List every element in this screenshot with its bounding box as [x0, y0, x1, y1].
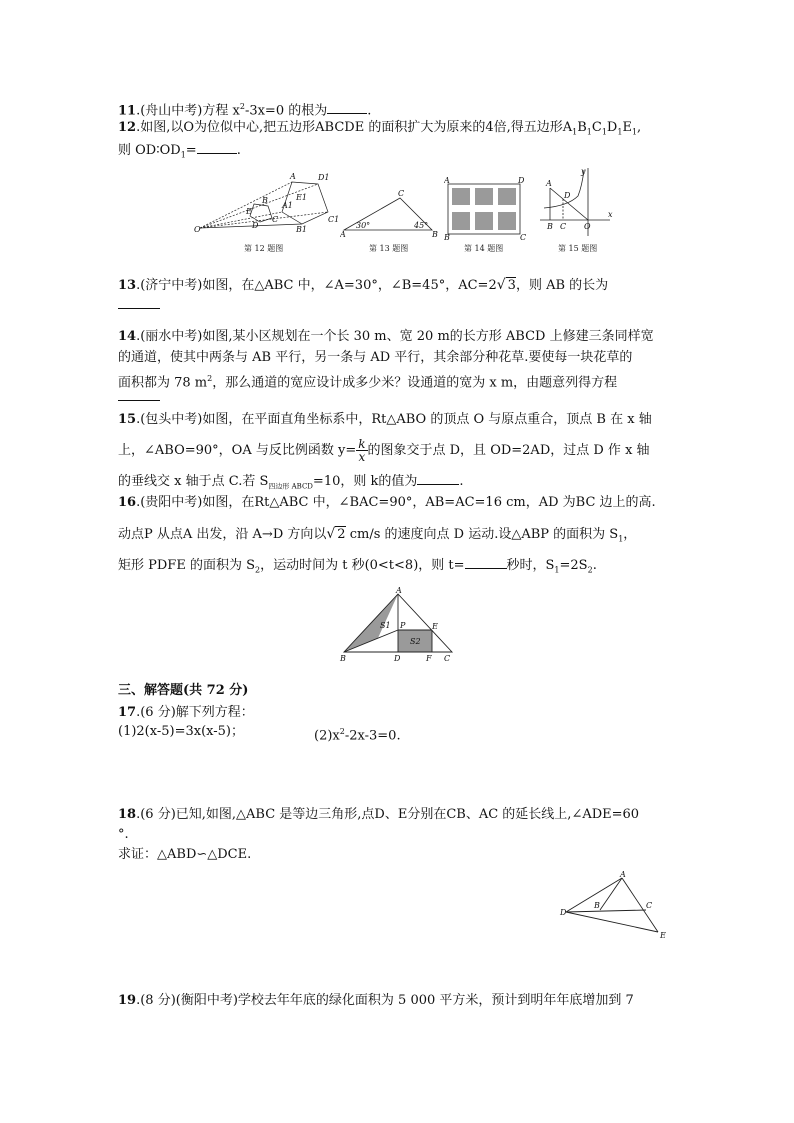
caption-fig-12: 第 12 题图 [244, 244, 284, 253]
question-17-part-2: $(2)x^2-2x-3=0$. [314, 727, 401, 744]
figure-18 [558, 868, 674, 942]
question-13: 13.(济宁中考)如图，在△ABC 中，∠A=30°，∠B=45°，AC=2√ 3，则 AB 的长为 [118, 277, 609, 293]
answer-blank[interactable] [327, 101, 367, 114]
svg-text:A: A [290, 172, 296, 181]
svg-text:B: B [594, 901, 600, 910]
svg-text:A: A [620, 870, 626, 879]
answer-blank[interactable] [197, 141, 237, 154]
figure-15 [538, 166, 614, 240]
caption-fig-13: 第 13 题图 [369, 244, 409, 253]
answer-blank[interactable] [118, 388, 160, 401]
question-12-line-2: 则 $OD∶OD_1=$ . [118, 143, 241, 160]
question-12-line-1: 12.如图,以O为位似中心,把五边形ABCDE 的面积扩大为原来的4倍,得五边形$A_1B_1C_1D_1E_1$, [118, 120, 642, 137]
svg-text:C: C [272, 215, 279, 224]
question-11: 11.(舟山中考)方程 $x^2-3x=0$ 的根为 . [118, 102, 372, 119]
figure-12 [192, 170, 340, 240]
question-17-part-1: (1)2(x-5)=3x(x-5)； [118, 724, 245, 739]
answer-blank[interactable] [465, 556, 507, 569]
svg-text:A: A [546, 179, 552, 188]
svg-text:D: D [564, 191, 571, 200]
svg-text:D: D [394, 654, 401, 663]
svg-text:C1: C1 [328, 215, 340, 224]
section-title: 三、解答题(共 72 分) [118, 683, 249, 698]
figure-14 [444, 176, 526, 240]
svg-text:O: O [584, 222, 591, 231]
answer-blank[interactable] [417, 472, 459, 485]
svg-text:E: E [432, 622, 438, 631]
svg-text:B: B [432, 230, 438, 239]
question-14-line-3: 面积都为 78 $m^2$，那么通道的宽应设计成多少米？设通道的宽为 x m，由题意列得方程 [118, 374, 618, 391]
svg-text:E: E [246, 207, 252, 216]
svg-text:P: P [400, 621, 406, 630]
figure-16 [338, 586, 458, 666]
question-18-line-2: °. [118, 827, 129, 842]
question-15-line-1: 15.(包头中考)如图，在平面直角坐标系中，Rt△ABO 的顶点 O 与原点重合，顶点 B 在 x 轴 [118, 412, 652, 427]
svg-text:O: O [194, 225, 201, 234]
svg-text:C: C [646, 901, 653, 910]
svg-text:A: A [340, 230, 346, 239]
question-14-line-2: 的通道，使其中两条与 AB 平行，另一条与 AD 平行，其余部分种花草.要使每一块花草的 [118, 350, 633, 365]
caption-fig-14: 第 14 题图 [464, 244, 504, 253]
svg-text:D: D [560, 908, 567, 917]
svg-text:B: B [547, 222, 553, 231]
svg-text:E1: E1 [296, 193, 307, 202]
svg-text:A1: A1 [282, 201, 293, 210]
question-18-line-1: 18.(6 分)已知,如图,△ABC 是等边三角形,点D、E分别在CB、AC 的延长线上,∠ADE=60 [118, 807, 640, 822]
svg-text:B1: B1 [296, 225, 307, 234]
answer-blank[interactable] [118, 296, 160, 309]
question-13-blank[interactable] [118, 296, 160, 315]
svg-text:C: C [560, 222, 567, 231]
svg-text:A: A [396, 586, 402, 595]
svg-text:45°: 45° [414, 221, 429, 230]
svg-text:C: C [398, 190, 405, 198]
question-16-line-2: 动点P 从点A 出发，沿 A→D 方向以√ 2 cm/s 的速度向点 D 运动.设△ABP 的面积为 $S_1$， [118, 526, 637, 544]
svg-text:F: F [426, 654, 432, 663]
svg-text:B: B [262, 196, 268, 205]
svg-text:B: B [444, 233, 450, 240]
svg-text:S2: S2 [410, 637, 421, 646]
svg-text:D: D [252, 221, 259, 230]
svg-text:S1: S1 [380, 621, 391, 630]
question-17-head: 17.(6 分)解下列方程： [118, 705, 254, 720]
svg-text:x: x [608, 210, 613, 219]
caption-fig-15: 第 15 题图 [558, 244, 598, 253]
fraction-k-over-x: $\frac{k}{x}$ [358, 437, 366, 464]
figure-13 [340, 190, 440, 240]
question-19-line-1: 19.(8 分)(衡阳中考)学校去年年底的绿化面积为 5 000 平方米，预计到明年年底增加到 7 [118, 993, 634, 1008]
svg-text:E: E [660, 931, 666, 940]
question-14-line-1: 14.(丽水中考)如图,某小区规划在一个长 30 m、宽 20 m的长方形 ABCD 上修建三条同样宽 [118, 329, 654, 344]
svg-text:A: A [444, 176, 450, 185]
question-15-line-3: 的垂线交 x 轴于点 C.若 $S_{四边形 ABCD}=10$，则 k的值为 . [118, 474, 464, 491]
question-18-line-3: 求证：△ABD∽△DCE. [118, 847, 252, 862]
question-16-line-3: 矩形 PDFE 的面积为 $S_2$，运动时间为 t 秒(0<t<8)，则 t= 秒时，$S_1=2S_2$. [118, 558, 597, 575]
svg-text:C: C [444, 654, 451, 663]
question-14-blank[interactable] [118, 388, 160, 407]
svg-text:30°: 30° [356, 221, 371, 230]
question-16-line-1: 16.(贵阳中考)如图，在Rt△ABC 中，∠BAC=90°，AB=AC=16 cm，AD 为BC 边上的高. [118, 495, 656, 510]
svg-text:y: y [581, 167, 586, 176]
question-15-line-2: 上，∠ABO=90°，OA 与反比例函数 y= $\frac{k}{x}$的图象交于点 D，且 OD=2AD，过点 D 作 x 轴 [118, 437, 650, 464]
svg-text:D1: D1 [318, 173, 330, 182]
svg-text:D: D [518, 176, 525, 185]
svg-text:B: B [340, 654, 346, 663]
svg-text:C: C [520, 233, 526, 240]
